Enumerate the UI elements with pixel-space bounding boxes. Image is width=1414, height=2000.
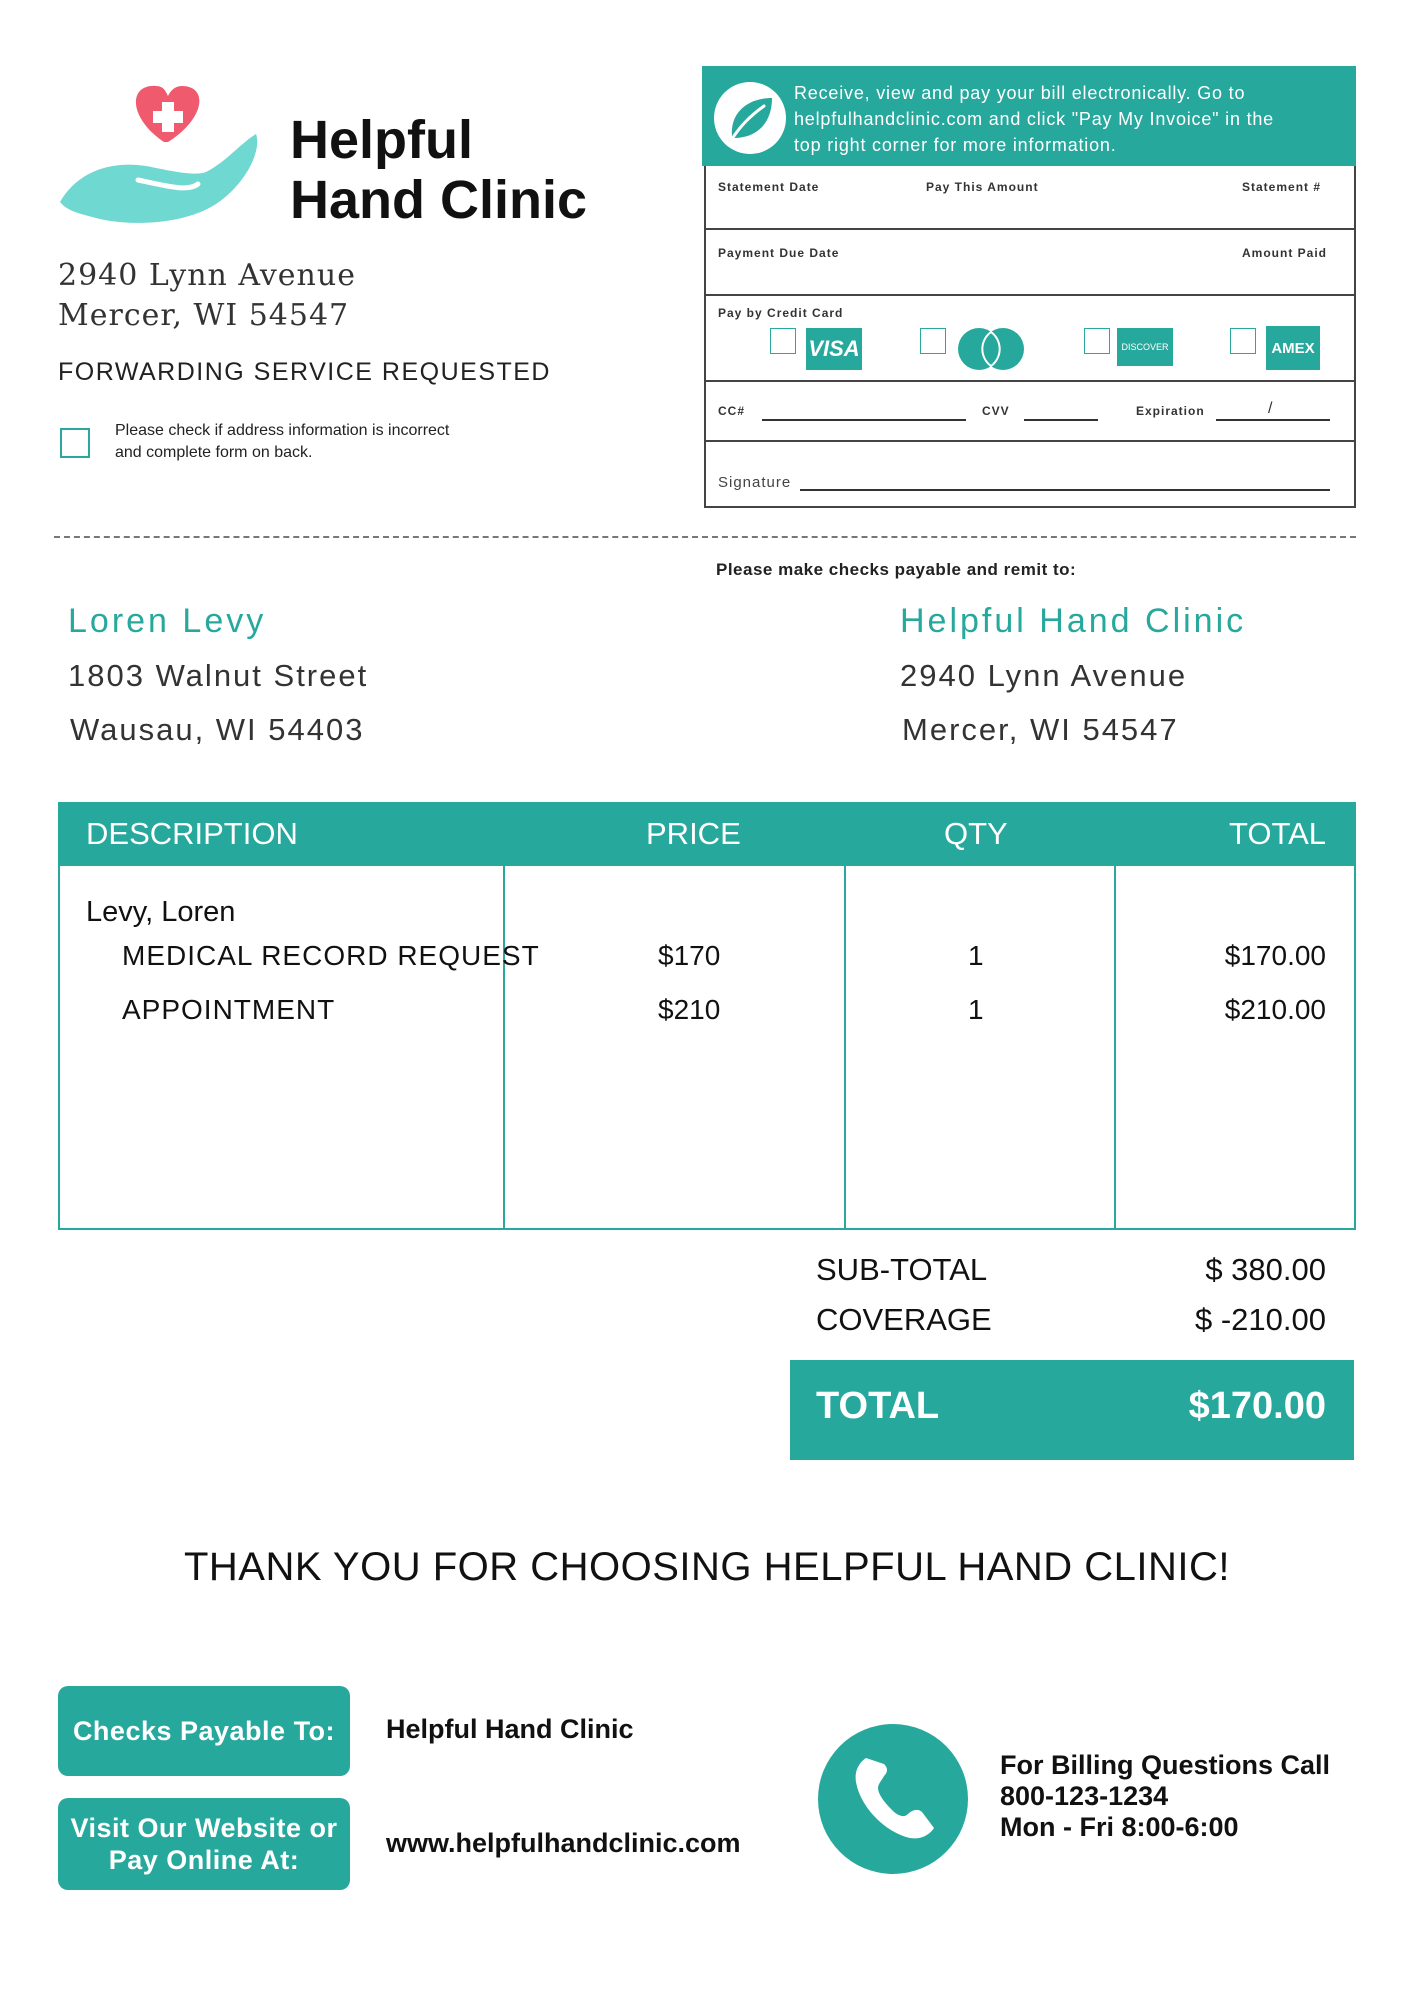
checks-payable-value: Helpful Hand Clinic bbox=[386, 1714, 634, 1744]
cvv-label: CVV bbox=[982, 404, 1010, 418]
billing-hours: Mon - Fri 8:00-6:00 bbox=[1000, 1812, 1239, 1842]
address-note-line1: Please check if address information is incorrect bbox=[115, 422, 450, 439]
pay-by-credit-card-label: Pay by Credit Card bbox=[718, 306, 844, 320]
address-note-line2: and complete form on back. bbox=[115, 444, 313, 461]
tear-off-line bbox=[54, 536, 1356, 538]
mastercard-icon bbox=[955, 326, 1027, 372]
row-price: $170 bbox=[658, 940, 721, 971]
website-badge bbox=[58, 1798, 350, 1890]
column-header-description: DESCRIPTION bbox=[86, 816, 298, 851]
expiration-label: Expiration bbox=[1136, 404, 1205, 418]
website-badge-line2: Pay Online At: bbox=[108, 1845, 300, 1875]
clinic-address-line2: Mercer, WI 54547 bbox=[58, 298, 350, 333]
total-value: $170.00 bbox=[1188, 1385, 1326, 1427]
column-header-total: TOTAL bbox=[1228, 816, 1326, 851]
header-text-line3: top right corner for more information. bbox=[794, 135, 1117, 155]
checks-payable-badge: Checks Payable To: bbox=[58, 1686, 350, 1776]
clinic-address bbox=[58, 256, 356, 336]
forwarding-service-text: FORWARDING SERVICE REQUESTED bbox=[58, 358, 551, 386]
remit-city: Mercer, WI 54547 bbox=[902, 712, 1179, 747]
column-divider bbox=[844, 866, 846, 1230]
remit-note: Please make checks payable and remit to: bbox=[716, 560, 1077, 579]
signature-field[interactable] bbox=[800, 489, 1330, 491]
thank-you-message: THANK YOU FOR CHOOSING HELPFUL HAND CLINIC! bbox=[183, 1545, 1231, 1589]
coverage-value: $ -210.00 bbox=[1195, 1302, 1326, 1337]
billing-phone: 800-123-1234 bbox=[1000, 1781, 1169, 1811]
row-total: $210.00 bbox=[1224, 994, 1326, 1025]
row-qty: 1 bbox=[968, 940, 984, 971]
amount-paid-label: Amount Paid bbox=[1242, 246, 1327, 260]
pay-this-amount-label: Pay This Amount bbox=[926, 180, 1039, 194]
mastercard-checkbox[interactable] bbox=[920, 328, 946, 354]
phone-icon bbox=[818, 1724, 968, 1874]
divider bbox=[704, 228, 1356, 230]
remit-clinic-name: Helpful Hand Clinic bbox=[900, 602, 1247, 640]
patient-name: Loren Levy bbox=[68, 602, 267, 640]
amex-card-icon: AMEX bbox=[1266, 326, 1320, 370]
column-divider bbox=[1114, 866, 1116, 1230]
row-total: $170.00 bbox=[1224, 940, 1326, 971]
clinic-name-line1: Helpful bbox=[290, 110, 473, 170]
billing-line1: For Billing Questions Call bbox=[1000, 1750, 1331, 1780]
table-patient-name: Levy, Loren bbox=[86, 896, 236, 928]
payment-due-date-label: Payment Due Date bbox=[718, 246, 840, 260]
signature-label: Signature bbox=[718, 474, 792, 491]
divider bbox=[704, 294, 1356, 296]
statement-date-label: Statement Date bbox=[718, 180, 820, 194]
column-header-qty: QTY bbox=[944, 816, 1008, 851]
column-header-price: PRICE bbox=[646, 816, 741, 851]
row-qty: 1 bbox=[968, 994, 984, 1025]
expiration-field[interactable] bbox=[1216, 419, 1330, 421]
divider bbox=[704, 440, 1356, 442]
total-label: TOTAL bbox=[816, 1385, 940, 1427]
visa-card-icon: VISA bbox=[806, 328, 862, 370]
expiration-separator: / bbox=[1268, 400, 1273, 417]
cc-label: CC# bbox=[718, 404, 746, 418]
subtotal-value: $ 380.00 bbox=[1205, 1252, 1326, 1287]
address-note bbox=[115, 420, 545, 464]
leaf-icon bbox=[714, 82, 786, 154]
header-text-line2: helpfulhandclinic.com and click "Pay My Invoice" in the bbox=[794, 109, 1274, 129]
remit-street: 2940 Lynn Avenue bbox=[900, 658, 1188, 693]
table-body bbox=[58, 866, 1356, 1230]
heart-cross-logo-icon bbox=[56, 80, 262, 236]
discover-checkbox[interactable] bbox=[1084, 328, 1110, 354]
website-badge-line1: Visit Our Website or bbox=[70, 1813, 338, 1843]
clinic-address-line1: 2940 Lynn Avenue bbox=[58, 258, 356, 293]
address-incorrect-checkbox[interactable] bbox=[60, 428, 90, 458]
clinic-logo-name bbox=[290, 110, 587, 230]
clinic-name-line2: Hand Clinic bbox=[290, 170, 588, 230]
patient-city: Wausau, WI 54403 bbox=[70, 712, 365, 747]
column-divider bbox=[503, 866, 505, 1230]
discover-card-icon: DISCOVER bbox=[1117, 328, 1173, 366]
payment-box-header-text bbox=[794, 80, 1344, 158]
patient-street: 1803 Walnut Street bbox=[68, 658, 369, 693]
header-text-line1: Receive, view and pay your bill electronically. Go to bbox=[794, 83, 1246, 103]
website-link[interactable]: www.helpfulhandclinic.com bbox=[386, 1828, 741, 1858]
divider bbox=[704, 380, 1356, 382]
cc-number-field[interactable] bbox=[762, 419, 966, 421]
row-description: APPOINTMENT bbox=[122, 994, 336, 1025]
coverage-label: COVERAGE bbox=[816, 1302, 992, 1337]
row-price: $210 bbox=[658, 994, 721, 1025]
row-description: MEDICAL RECORD REQUEST bbox=[122, 940, 540, 971]
billing-info bbox=[1000, 1750, 1330, 1843]
statement-number-label: Statement # bbox=[1242, 180, 1322, 194]
visa-checkbox[interactable] bbox=[770, 328, 796, 354]
subtotal-label: SUB-TOTAL bbox=[816, 1252, 988, 1287]
amex-checkbox[interactable] bbox=[1230, 328, 1256, 354]
cvv-field[interactable] bbox=[1024, 419, 1098, 421]
